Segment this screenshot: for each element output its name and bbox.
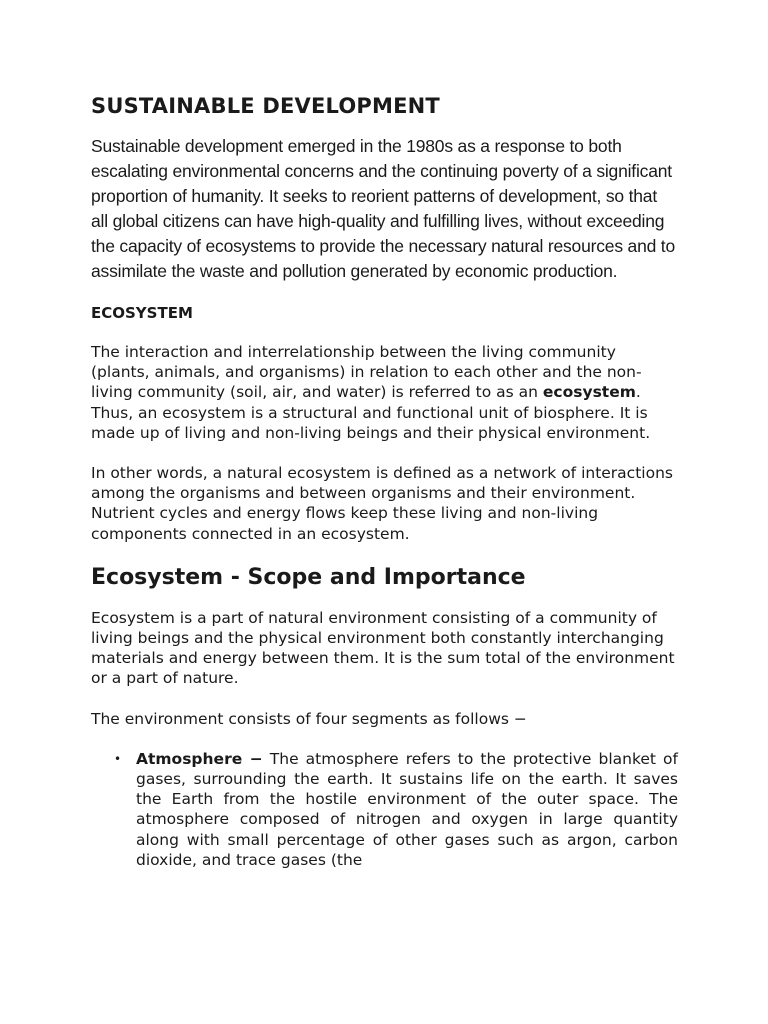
intro-paragraph: Sustainable development emerged in the 1980s as a response to both escalating environmental concerns and the continuing poverty of a significant proportion of humanity. It seeks to reorient patterns of development, so that all global citizens can have high-quality and fulfilling lives, without exceeding the capacity of ecosystems to provide the necessary natural resources and to assimilate the waste and pollution generated by economic production. xyxy=(91,136,676,281)
ecosystem-paragraph-1 xyxy=(91,342,678,443)
scope-heading: Ecosystem - Scope and Importance xyxy=(91,564,526,590)
ecosystem-paragraph-1-start: The interaction and interrelationship between the living community (plants, animals, and organisms) in relation to each other and the non-living community (soil, air, and water) is referred to as an xyxy=(91,343,642,402)
ecosystem-paragraph-1-end: . Thus, an ecosystem is a structural and functional unit of biosphere. It is made up of living and non-living beings and their physical environment. xyxy=(91,383,651,442)
list-item xyxy=(91,749,678,870)
segments-list xyxy=(91,749,678,870)
scope-paragraph: Ecosystem is a part of natural environment consisting of a community of living beings and the physical environment both constantly interchanging materials and energy between them. It is the sum total of the environment or a part of nature. xyxy=(91,608,675,688)
bullet-icon: • xyxy=(114,751,122,766)
bullet-text: The atmosphere refers to the protective blanket of gases, surrounding the earth. It sustains life on the earth. It saves the Earth from the hostile environment of the outer space. The atmosphere composed of nitrogen and oxygen in large quantity along with small percentage of other gases such as argon, carbon dioxide, and trace gases (the xyxy=(136,749,678,869)
bullet-term: Atmosphere − xyxy=(136,749,263,768)
ecosystem-section-label: ECOSYSTEM xyxy=(91,304,193,322)
document-title: SUSTAINABLE DEVELOPMENT xyxy=(91,94,440,118)
segments-intro: The environment consists of four segments as follows − xyxy=(91,709,527,728)
ecosystem-term: ecosystem xyxy=(542,383,636,402)
ecosystem-paragraph-2: In other words, a natural ecosystem is defined as a network of interactions among the organisms and between organisms and their environment. Nutrient cycles and energy flows keep these living and non-living components connected in an ecosystem. xyxy=(91,464,673,543)
